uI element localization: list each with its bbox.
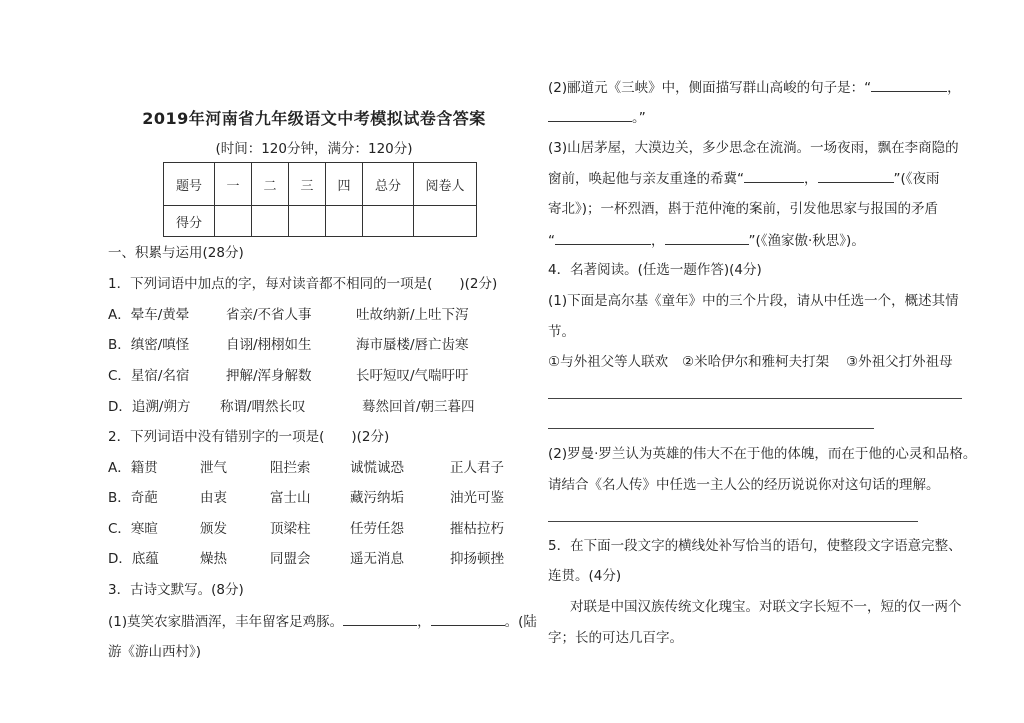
answer-blank[interactable] (871, 77, 947, 92)
page-title: 2019年河南省九年级语文中考模拟试卷含答案 (142, 109, 486, 128)
question-2-option-d: D．底蕴 燥热 同盟会 遥无消息 抑扬顿挫 (108, 551, 504, 567)
score-table (163, 162, 477, 237)
score-header-cell: 三 (289, 163, 326, 206)
score-header-cell: 阅卷人 (414, 163, 477, 206)
score-header-cell: 总分 (363, 163, 414, 206)
question-3-part-1: (1)莫笑农家腊酒浑，丰年留客足鸡豚。 ， 。(陆 (108, 611, 537, 632)
score-row-label: 得分 (164, 206, 215, 237)
question-1-option-a: A．晕车/黄晕 省亲/不省人事 吐故纳新/上吐下泻 (108, 307, 469, 323)
question-5-stem: 5．在下面一段文字的横线处补写恰当的语句，使整段文字语意完整、 (548, 538, 962, 554)
score-header-cell: 二 (252, 163, 289, 206)
question-5-passage-cont: 字；长的可达几百字。 (548, 630, 683, 646)
question-4-part-1: (1)下面是高尔基《童年》中的三个片段，请从中任选一个，概述其情 (548, 293, 959, 309)
question-3-part-1-source: 游《游山西村》) (108, 644, 202, 660)
answer-line[interactable] (548, 428, 874, 429)
question-4-part-2: (2)罗曼·罗兰认为英雄的伟大不在于他的体魄，而在于他的心灵和品格。 (548, 446, 977, 462)
question-4-part-1-cont: 节。 (548, 324, 575, 340)
score-table-header-row (164, 163, 477, 206)
answer-blank[interactable] (665, 230, 749, 245)
question-3-part-3-line2: 窗前，唤起他与亲友重逢的希冀“ ， ”(《夜雨 (548, 168, 940, 189)
question-1-stem: 1．下列词语中加点的字，每对读音都不相同的一项是( )(2分) (108, 276, 498, 292)
score-cell[interactable] (215, 206, 252, 237)
score-cell[interactable] (289, 206, 326, 237)
question-2-option-c: C．寒暄 颁发 顶梁柱 任劳任怨 摧枯拉朽 (108, 521, 504, 537)
excerpt-item: ①与外祖父等人联欢 (548, 354, 669, 370)
question-1-option-b: B．缜密/嗔怪 自诩/栩栩如生 海市蜃楼/唇亡齿寒 (108, 337, 469, 353)
question-2-option-b: B．奇葩 由衷 富士山 藏污纳垢 油光可鉴 (108, 490, 504, 506)
score-header-cell: 题号 (164, 163, 215, 206)
excerpt-item: ②米哈伊尔和雅柯夫打架 (682, 354, 830, 370)
right-column (548, 0, 977, 723)
question-1-option-d: D．追溯/朔方 称谓/喟然长叹 蓦然回首/朝三暮四 (108, 399, 475, 415)
score-table-score-row (164, 206, 477, 237)
excerpt-item: ③外祖父打外祖母 (846, 354, 953, 370)
score-cell[interactable] (414, 206, 477, 237)
answer-line[interactable] (548, 521, 918, 522)
score-header-cell: 一 (215, 163, 252, 206)
answer-blank[interactable] (555, 230, 651, 245)
question-4-part-2-cont: 请结合《名人传》中任选一主人公的经历说说你对这句话的理解。 (548, 477, 940, 493)
question-3-part-2-cont: 。” (548, 107, 646, 128)
score-cell[interactable] (363, 206, 414, 237)
left-column (108, 0, 537, 723)
answer-line[interactable] (548, 398, 962, 399)
question-5-passage: 对联是中国汉族传统文化瑰宝。对联文字长短不一，短的仅一两个 (570, 599, 962, 615)
question-1-option-c: C．星宿/名宿 押解/浑身解数 长吁短叹/气喘吁吁 (108, 368, 469, 384)
score-cell[interactable] (252, 206, 289, 237)
answer-blank[interactable] (343, 611, 417, 626)
answer-blank[interactable] (744, 168, 804, 183)
question-3-stem: 3．古诗文默写。(8分) (108, 582, 244, 598)
answer-blank[interactable] (818, 168, 894, 183)
section-heading: 一、积累与运用(28分) (108, 245, 244, 261)
answer-blank[interactable] (431, 611, 505, 626)
question-3-part-2: (2)郦道元《三峡》中，侧面描写群山高峻的句子是：“ ， (548, 77, 961, 98)
question-2-option-a: A．籍贯 泄气 阻拦索 诚慌诚恐 正人君子 (108, 460, 504, 476)
question-3-part-3-line3: 寄北》)；一杯烈酒，斟于范仲淹的案前，引发他思家与报国的矛盾 (548, 201, 939, 217)
question-4-excerpts (548, 352, 972, 372)
score-header-cell: 四 (326, 163, 363, 206)
question-2-stem: 2．下列词语中没有错别字的一项是( )(2分) (108, 429, 390, 445)
question-3-part-3-line4: “ ， ”(《渔家傲·秋思》)。 (548, 230, 865, 251)
question-4-stem: 4．名著阅读。(任选一题作答)(4分) (548, 262, 762, 278)
exam-info: (时间：120分钟，满分：120分) (215, 141, 413, 157)
score-cell[interactable] (326, 206, 363, 237)
question-3-part-3: (3)山居茅屋，大漠边关，多少思念在流淌。一场夜雨，飘在李商隐的 (548, 140, 959, 156)
question-5-stem-cont: 连贯。(4分) (548, 568, 622, 584)
answer-blank[interactable] (548, 107, 632, 122)
